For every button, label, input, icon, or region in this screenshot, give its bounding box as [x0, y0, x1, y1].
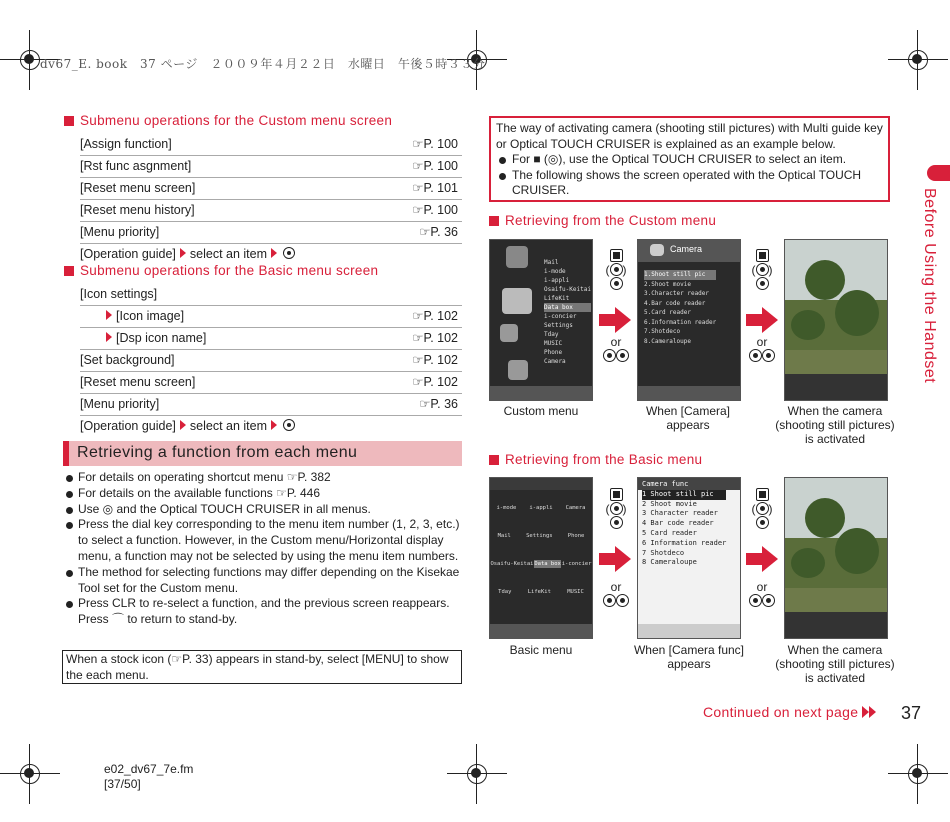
soft-key-bar — [785, 374, 887, 400]
list-item[interactable]: MUSIC — [544, 340, 563, 347]
next-page-icon — [869, 706, 876, 718]
grid-item[interactable]: Phone — [567, 533, 585, 539]
footer-file: e02_dv67_7e.fm — [104, 762, 194, 776]
basic-submenu-heading-text: Submenu operations for the Basic menu screen — [80, 263, 379, 278]
plant-leaf — [791, 548, 825, 578]
heading-square-icon — [489, 455, 499, 465]
grid-item[interactable]: MUSIC — [567, 589, 584, 595]
print-footer — [104, 762, 193, 792]
grid-item[interactable]: i-appli — [529, 505, 553, 511]
or-label: or — [610, 580, 622, 594]
dial-key-icon — [283, 247, 295, 259]
dial-key-icon — [762, 594, 775, 607]
folder-icon — [502, 288, 532, 314]
grid-item[interactable]: LifeKit — [527, 589, 551, 595]
key-group-2: ( ) — [742, 249, 782, 291]
list-item[interactable]: Mail — [544, 259, 559, 266]
list-item[interactable]: 8.Cameraloupe — [644, 337, 691, 345]
menu-row-label: [Reset menu history] — [80, 203, 195, 217]
flow-arrow — [599, 307, 631, 333]
screen-title: Camera func — [642, 480, 689, 488]
arrow-right-icon — [180, 420, 186, 430]
menu-row-label: [Icon settings] — [80, 287, 158, 301]
crop-mark-top-right — [888, 30, 948, 90]
soft-key-bar — [785, 612, 887, 638]
menu-row-label: [Dsp icon name] — [116, 331, 207, 345]
list-item[interactable]: i-concier — [544, 313, 577, 320]
touch-cruiser-icon — [756, 263, 769, 276]
basic-flow-heading-text: Retrieving from the Basic menu — [505, 452, 703, 467]
basic-menu-screen — [489, 477, 593, 639]
custom-flow-heading — [489, 213, 716, 228]
camera-icon — [650, 244, 664, 256]
bullet-item: Press CLR to re-select a function, and the previous screen reappears. Press ⌒ to return to stand-by. — [64, 596, 464, 628]
dial-key-icon — [756, 277, 769, 290]
grid-item[interactable]: i-concier — [561, 561, 592, 567]
page-number: 37 — [901, 703, 922, 723]
touch-cruiser-icon — [610, 502, 623, 515]
continued-text: Continued on next page — [703, 704, 859, 720]
list-item[interactable]: Data box — [544, 303, 591, 312]
bullet-item: For ■ (◎), use the Optical TOUCH CRUISER to select an item. — [496, 152, 883, 168]
caption-camera-activated: When the camera (shooting still pictures) is activated — [775, 643, 895, 685]
heading-square-icon — [64, 266, 74, 276]
dial-key-icon — [610, 277, 623, 290]
stand-by-note: When a stock icon (☞P. 33) appears in stand-by, select [MENU] to show the each menu. — [62, 650, 462, 684]
menu-row[interactable] — [80, 372, 462, 394]
page-ref: ☞P. 100 — [412, 137, 458, 151]
menu-row[interactable] — [80, 394, 462, 416]
plant-leaf — [805, 498, 845, 538]
custom-flow-heading-text: Retrieving from the Custom menu — [505, 213, 717, 228]
multi-guide-key-icon — [756, 249, 769, 262]
soft-key-bar — [490, 624, 592, 638]
key-group-or — [742, 580, 782, 608]
touch-cruiser-icon — [603, 594, 616, 607]
or-label: or — [610, 335, 622, 349]
bullet-item: The method for selecting functions may differ depending on the Kisekae Tool set for the Custom menu. — [64, 565, 464, 597]
list-item[interactable]: 5.Card reader — [644, 309, 691, 316]
list-item[interactable]: i-appli — [544, 277, 570, 284]
page-ref: ☞P. 102 — [412, 309, 458, 323]
basic-menu-icon-grid — [490, 492, 592, 596]
key-group-4: ( ) — [742, 488, 782, 530]
menu-row[interactable] — [80, 350, 462, 372]
arrow-right-icon — [271, 420, 277, 430]
camera-func-screen — [637, 477, 741, 639]
menu-icon — [506, 246, 528, 268]
multi-guide-key-icon — [610, 488, 623, 501]
page-ref: ☞P. 102 — [412, 353, 458, 367]
custom-menu-screen — [489, 239, 593, 401]
custom-submenu-heading — [64, 113, 392, 128]
page-ref: ☞P. 36 — [419, 225, 458, 239]
menu-row-label: [Menu priority] — [80, 397, 160, 411]
screen-title: Camera — [670, 244, 703, 254]
chapter-title: Before Using the Handset — [921, 188, 938, 384]
camera-func-list — [642, 480, 726, 568]
grid-item[interactable]: Tday — [498, 589, 512, 595]
menu-row[interactable] — [80, 156, 462, 178]
key-group-or — [596, 335, 636, 363]
arrow-right-icon — [106, 332, 112, 342]
list-item[interactable]: Phone — [544, 349, 563, 356]
dial-key-icon — [762, 349, 775, 362]
flow-arrow — [746, 307, 778, 333]
list-item[interactable]: 4 Bar code reader — [642, 519, 714, 528]
grid-item[interactable]: Camera — [565, 505, 586, 511]
menu-row-label: [Assign function] — [80, 137, 172, 151]
caption-camera-func-appears: When [Camera func] appears — [633, 643, 745, 671]
page-ref: ☞P. 101 — [412, 181, 458, 195]
operation-guide-row[interactable] — [80, 244, 462, 265]
menu-row-label: [Rst func asgnment] — [80, 159, 192, 173]
or-label: or — [756, 580, 768, 594]
flow-arrow — [599, 546, 631, 572]
multi-guide-key-icon — [756, 488, 769, 501]
retrieving-title: Retrieving a function from each menu — [77, 444, 358, 461]
retrieving-title-band — [63, 441, 462, 466]
touch-cruiser-icon — [610, 263, 623, 276]
crop-mark-bottom-center — [447, 744, 507, 804]
custom-submenu-table — [80, 134, 462, 265]
menu-row[interactable] — [80, 222, 462, 244]
list-item[interactable]: 8 Cameraloupe — [642, 558, 697, 567]
list-item[interactable]: 2.Shoot movie — [644, 280, 691, 288]
touch-cruiser-icon — [603, 349, 616, 362]
chapter-tab — [927, 165, 950, 181]
plant-leaf — [835, 528, 879, 574]
crop-mark-bottom-left — [0, 744, 60, 804]
list-item[interactable]: Tday — [544, 331, 559, 338]
list-item[interactable]: 3 Character reader — [642, 509, 718, 518]
key-group-3: ( ) — [596, 488, 636, 530]
bullet-item: Press the dial key corresponding to the menu item number (1, 2, 3, etc.) to select a function. However, in the Custom menu/Horizontal display menu, a function may not be selected by using the menu item numbers. — [64, 517, 464, 564]
phone-icon — [508, 360, 528, 380]
operation-guide-label: [Operation guide] — [80, 419, 176, 433]
flow-arrow — [746, 546, 778, 572]
page-ref: ☞P. 102 — [412, 375, 458, 389]
crop-mark-bottom-right — [888, 744, 948, 804]
menu-row-label: [Icon image] — [116, 309, 185, 323]
operation-guide-action: select an item — [189, 247, 268, 261]
continued-link[interactable] — [703, 704, 876, 720]
or-label: or — [756, 335, 768, 349]
soft-key-bar — [638, 624, 740, 638]
menu-row[interactable] — [80, 200, 462, 222]
list-item[interactable]: 1.Shoot still pic — [644, 270, 716, 280]
list-item[interactable]: 1 Shoot still pic — [642, 490, 726, 500]
key-group-1: ( ) — [596, 249, 636, 291]
menu-row-label: [Reset menu screen] — [80, 181, 196, 195]
operation-guide-label: [Operation guide] — [80, 247, 176, 261]
menu-row-label: [Menu priority] — [80, 225, 160, 239]
list-item[interactable]: 7 Shotdeco — [642, 548, 685, 557]
bullet-item: For details on operating shortcut menu ☞P. 382 — [64, 470, 464, 486]
grid-item[interactable]: Osaifu-Keitai — [490, 561, 534, 567]
list-item[interactable]: 6.Information reader — [644, 318, 717, 326]
custom-menu-list — [544, 258, 591, 366]
list-item[interactable]: 5 Card reader — [642, 528, 697, 537]
camera-viewfinder-screen — [784, 477, 888, 639]
camera-explanation-box — [489, 116, 890, 202]
dial-key-icon — [283, 419, 295, 431]
basic-flow-heading — [489, 452, 702, 467]
grid-item[interactable]: Mail — [497, 533, 511, 539]
dial-key-icon — [610, 516, 623, 529]
icon-settings-row[interactable] — [80, 284, 462, 306]
footer-pages: [37/50] — [104, 777, 141, 791]
grid-item[interactable]: Data box — [534, 561, 561, 567]
key-group-or — [742, 335, 782, 363]
dial-key-icon — [756, 516, 769, 529]
touch-cruiser-icon — [749, 349, 762, 362]
multi-guide-key-icon — [610, 249, 623, 262]
heading-square-icon — [64, 116, 74, 126]
page-ref: ☞P. 102 — [412, 331, 458, 345]
status-bar — [490, 478, 592, 490]
caption-basic-menu: Basic menu — [509, 643, 573, 657]
touch-cruiser-icon — [756, 502, 769, 515]
page-ref: ☞P. 36 — [419, 397, 458, 411]
menu-row-label: [Reset menu screen] — [80, 375, 196, 389]
bullet-item: Use ◎ and the Optical TOUCH CRUISER in all menus. — [64, 502, 464, 518]
page-ref: ☞P. 100 — [412, 159, 458, 173]
caption-camera-activated: When the camera (shooting still pictures) is activated — [775, 404, 895, 446]
list-item[interactable]: 2 Shoot movie — [642, 499, 697, 508]
dial-key-icon — [616, 594, 629, 607]
operation-guide-row[interactable] — [80, 416, 462, 437]
soft-key-bar — [490, 386, 592, 400]
print-header: dv67_E. book 37 ページ ２００９年４月２２日 水曜日 午後５時３３分 — [40, 57, 486, 71]
list-item[interactable]: i-mode — [544, 268, 566, 275]
touch-cruiser-icon — [749, 594, 762, 607]
basic-submenu-table — [80, 284, 462, 437]
arrow-right-icon — [106, 310, 112, 320]
key-group-or — [596, 580, 636, 608]
menu-row-label: [Set background] — [80, 353, 175, 367]
menu-row[interactable] — [80, 178, 462, 200]
soft-key-bar — [638, 386, 740, 400]
menu-row[interactable] — [80, 134, 462, 156]
caption-custom-menu: Custom menu — [503, 404, 579, 418]
camera-menu-list — [644, 270, 716, 346]
arrow-right-icon — [271, 248, 277, 258]
operation-guide-action: select an item — [189, 419, 268, 433]
grid-item[interactable]: Settings — [526, 533, 553, 539]
custom-submenu-heading-text: Submenu operations for the Custom menu screen — [80, 113, 393, 128]
heading-square-icon — [489, 216, 499, 226]
dial-key-icon — [616, 349, 629, 362]
page-ref: ☞P. 100 — [412, 203, 458, 217]
bullet-item: The following shows the screen operated with the Optical TOUCH CRUISER. — [496, 168, 883, 199]
camera-viewfinder-screen — [784, 239, 888, 401]
bullet-item: For details on the available functions ☞P. 446 — [64, 486, 464, 502]
grid-item[interactable]: i-mode — [496, 505, 517, 511]
basic-submenu-heading — [64, 263, 378, 278]
next-page-icon — [862, 706, 869, 718]
arrow-right-icon — [180, 248, 186, 258]
list-item[interactable]: 7.Shotdeco — [644, 328, 681, 335]
camera-icon — [500, 324, 518, 342]
camera-intro: The way of activating camera (shooting still pictures) with Multi guide key or Optical TOUCH CRUISER is explained as an example below. — [496, 121, 883, 151]
list-item[interactable]: 6 Information reader — [642, 538, 727, 547]
camera-menu-screen — [637, 239, 741, 401]
menu-row[interactable] — [80, 306, 462, 328]
plant-leaf — [791, 310, 825, 340]
plant-leaf — [835, 290, 879, 336]
list-item[interactable]: 3.Character reader — [644, 290, 710, 297]
list-item[interactable]: Osaifu-Keitai — [544, 286, 591, 293]
caption-camera-appears: When [Camera] appears — [645, 404, 731, 432]
list-item[interactable]: 4.Bar code reader — [644, 299, 706, 307]
menu-row[interactable] — [80, 328, 462, 350]
retrieving-bullets — [64, 470, 464, 628]
list-item[interactable]: LifeKit — [544, 295, 570, 302]
list-item[interactable]: Settings — [544, 322, 573, 329]
plant-leaf — [805, 260, 845, 300]
list-item[interactable]: Camera — [544, 358, 566, 365]
